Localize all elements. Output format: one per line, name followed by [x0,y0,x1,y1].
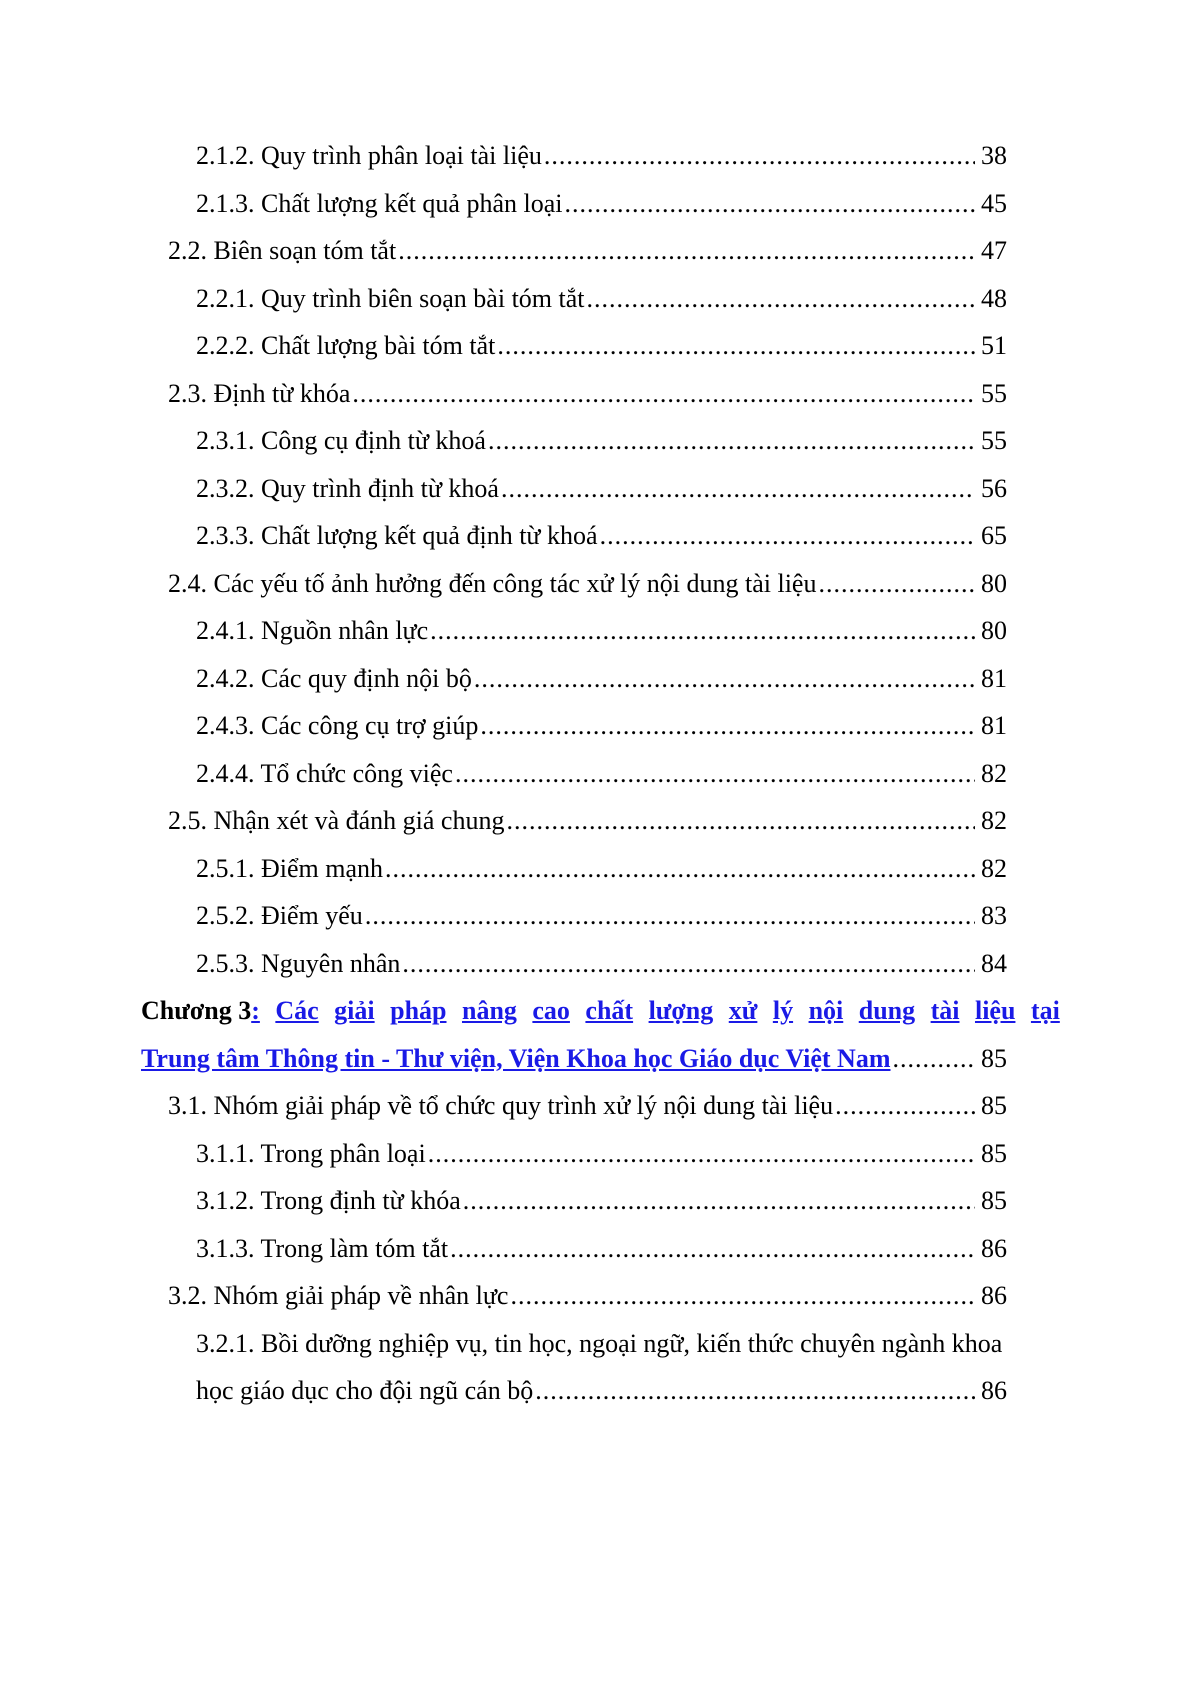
dot-leader [544,132,975,180]
toc-entry[interactable] [196,512,1192,560]
toc-entry-title: 3.1.2. Trong định từ khóa [196,1186,461,1215]
toc-entry-page-number: 65 [981,521,1007,550]
toc-entry[interactable] [196,655,1192,703]
toc-entry-title: 2.3.1. Công cụ định từ khoá [196,426,486,455]
table-of-contents [0,132,1192,1415]
toc-entry[interactable] [168,227,1192,275]
toc-entry-title: 2.4.3. Các công cụ trợ giúp [196,711,479,740]
toc-entry-line-2-text: học giáo dục cho đội ngũ cán bộ [196,1376,534,1405]
toc-entry-title: 2.4. Các yếu tố ảnh hưởng đến công tác xử lý nội dung tài liệu [168,568,817,598]
chapter-link-word[interactable]: giải [334,996,375,1025]
dot-leader [430,607,975,655]
toc-entry-title: 3.1.1. Trong phân loại [196,1138,426,1168]
toc-entry-page-number: 86 [981,1233,1007,1263]
toc-entry-page-number: 85 [981,1091,1007,1120]
toc-entry-page-number: 56 [981,473,1007,503]
toc-entry-title: 3.2. Nhóm giải pháp về nhân lực [168,1281,509,1310]
toc-entry-page-number: 81 [981,711,1007,740]
toc-entry-title: 2.4.1. Nguồn nhân lực [196,616,429,645]
toc-entry[interactable] [196,892,1192,940]
toc-entries-chapter-2 [0,132,1192,987]
toc-entry-title: 2.2. Biên soạn tóm tắt [168,236,397,265]
chapter-link-word[interactable]: liệu [974,996,1016,1025]
toc-entry-title: 3.1. Nhóm giải pháp về tổ chức quy trình xử lý nội dung tài liệu [168,1091,834,1120]
toc-entry[interactable] [196,1225,1192,1273]
toc-entry-3-2-1[interactable] [196,1320,1060,1415]
toc-entry-title: 2.1.2. Quy trình phân loại tài liệu [196,141,542,170]
chapter-link-line-1-start[interactable]: : [251,996,260,1025]
dot-leader [818,560,975,608]
toc-entry-title: 2.3. Định từ khóa [168,378,351,408]
chapter-prefix: Chương 3: [141,996,260,1025]
toc-entry[interactable] [168,560,1192,608]
chapter-link-line-2[interactable]: Trung tâm Thông tin - Thư viện, Viện Khoa học Giáo dục Việt Nam [141,1043,891,1073]
toc-entry[interactable] [196,322,1192,370]
toc-entry-page-number: 38 [981,141,1007,170]
toc-entry-page-number: 82 [981,806,1007,835]
toc-entry[interactable] [196,702,1192,750]
dot-leader [385,845,975,893]
chapter-page-number: 85 [981,1043,1007,1073]
chapter-link-word[interactable]: dung [858,996,916,1025]
toc-entry[interactable] [196,1177,1192,1225]
toc-entry[interactable] [168,1082,1192,1130]
dot-leader [488,417,975,465]
toc-entry-title: 2.2.1. Quy trình biên soạn bài tóm tắt [196,283,585,313]
toc-entry[interactable] [196,750,1192,798]
toc-entry-page-number: 85 [981,1186,1007,1215]
toc-entry-line-1: 3.2.1. Bồi dưỡng nghiệp vụ, tin học, ngoại ngữ, kiến thức chuyên ngành khoa [196,1328,1003,1358]
chapter-link-word[interactable]: tại [1030,996,1060,1025]
toc-entry[interactable] [196,417,1192,465]
toc-entry-title: 2.5.3. Nguyên nhân [196,948,401,978]
chapter-link-word[interactable]: lượng [648,996,714,1025]
chapter-link-word[interactable]: nâng [461,996,517,1025]
toc-entry-title: 2.5.1. Điểm mạnh [196,853,384,883]
toc-entry-page-number: 51 [981,331,1007,360]
chapter-link-word[interactable]: pháp [390,996,447,1025]
toc-entry-page-number: 86 [981,1376,1007,1405]
dot-leader [565,180,975,228]
dot-leader [506,797,975,845]
dot-leader [463,1177,975,1225]
toc-entry-title: 2.3.2. Quy trình định từ khoá [196,473,499,503]
toc-entry-page-number: 86 [981,1281,1007,1310]
toc-entry-page-number: 82 [981,758,1007,788]
chapter-link-word[interactable]: cao [532,996,570,1025]
toc-entry[interactable] [168,370,1192,418]
toc-entry-line-2 [196,1367,1007,1415]
toc-entry-page-number: 80 [981,568,1007,598]
toc-entry[interactable] [196,275,1192,323]
chapter-link-word[interactable]: xử [728,996,758,1025]
dot-leader [501,465,975,513]
dot-leader [480,702,975,750]
toc-entry[interactable] [196,940,1192,988]
toc-entry-page-number: 48 [981,283,1007,313]
toc-entry-title: 2.5.2. Điểm yếu [196,901,363,930]
dot-leader [587,275,975,323]
dot-leader [428,1130,975,1178]
dot-leader [398,227,975,275]
toc-entry-page-number: 81 [981,663,1007,693]
toc-entry[interactable] [196,132,1192,180]
dot-leader [474,655,975,703]
toc-entry-page-number: 55 [981,426,1007,455]
toc-entry-title: 2.2.2. Chất lượng bài tóm tắt [196,331,496,360]
dot-leader [535,1367,975,1415]
chapter-heading-line-2 [141,1035,1007,1083]
toc-entry[interactable] [168,1272,1192,1320]
toc-entry-page-number: 83 [981,901,1007,930]
chapter-link-word[interactable]: chất [585,996,634,1025]
toc-entry-page-number: 55 [981,378,1007,408]
dot-leader [402,940,975,988]
dot-leader [893,1035,976,1083]
toc-entry-title: 2.1.3. Chất lượng kết quả phân loại [196,188,563,218]
toc-entry-title: 3.1.3. Trong làm tóm tắt [196,1233,449,1263]
toc-entry-page-number: 85 [981,1138,1007,1168]
toc-entry-title: 2.3.3. Chất lượng kết quả định từ khoá [196,521,598,550]
toc-entry[interactable] [196,180,1192,228]
dot-leader [835,1082,975,1130]
toc-entry-title: 2.4.2. Các quy định nội bộ [196,663,472,693]
dot-leader [510,1272,975,1320]
dot-leader [600,512,975,560]
toc-entries-chapter-3 [0,1082,1192,1320]
chapter-link-word[interactable]: tài [930,996,960,1025]
dot-leader [450,1225,975,1273]
toc-entry-page-number: 45 [981,188,1007,218]
toc-entry[interactable] [196,1130,1192,1178]
toc-entry[interactable] [196,607,1192,655]
dot-leader [455,750,975,798]
dot-leader [365,892,975,940]
toc-entry[interactable] [196,465,1192,513]
toc-entry-title: 2.5. Nhận xét và đánh giá chung [168,806,505,835]
chapter-link-word[interactable]: lý [772,996,794,1025]
dot-leader [352,370,975,418]
toc-entry-page-number: 47 [981,236,1007,265]
toc-entry-page-number: 80 [981,616,1007,645]
toc-entry-page-number: 84 [981,948,1007,978]
toc-entry[interactable] [196,845,1192,893]
toc-entry[interactable] [168,797,1192,845]
chapter-link-word[interactable]: Các [275,996,319,1025]
dot-leader [497,322,975,370]
toc-entry-page-number: 82 [981,853,1007,883]
chapter-heading-line-1 [141,987,1060,1035]
chapter-link-word[interactable]: nội [808,996,844,1025]
toc-chapter-3-heading[interactable] [141,987,1060,1082]
toc-entry-title: 2.4.4. Tổ chức công việc [196,758,453,788]
